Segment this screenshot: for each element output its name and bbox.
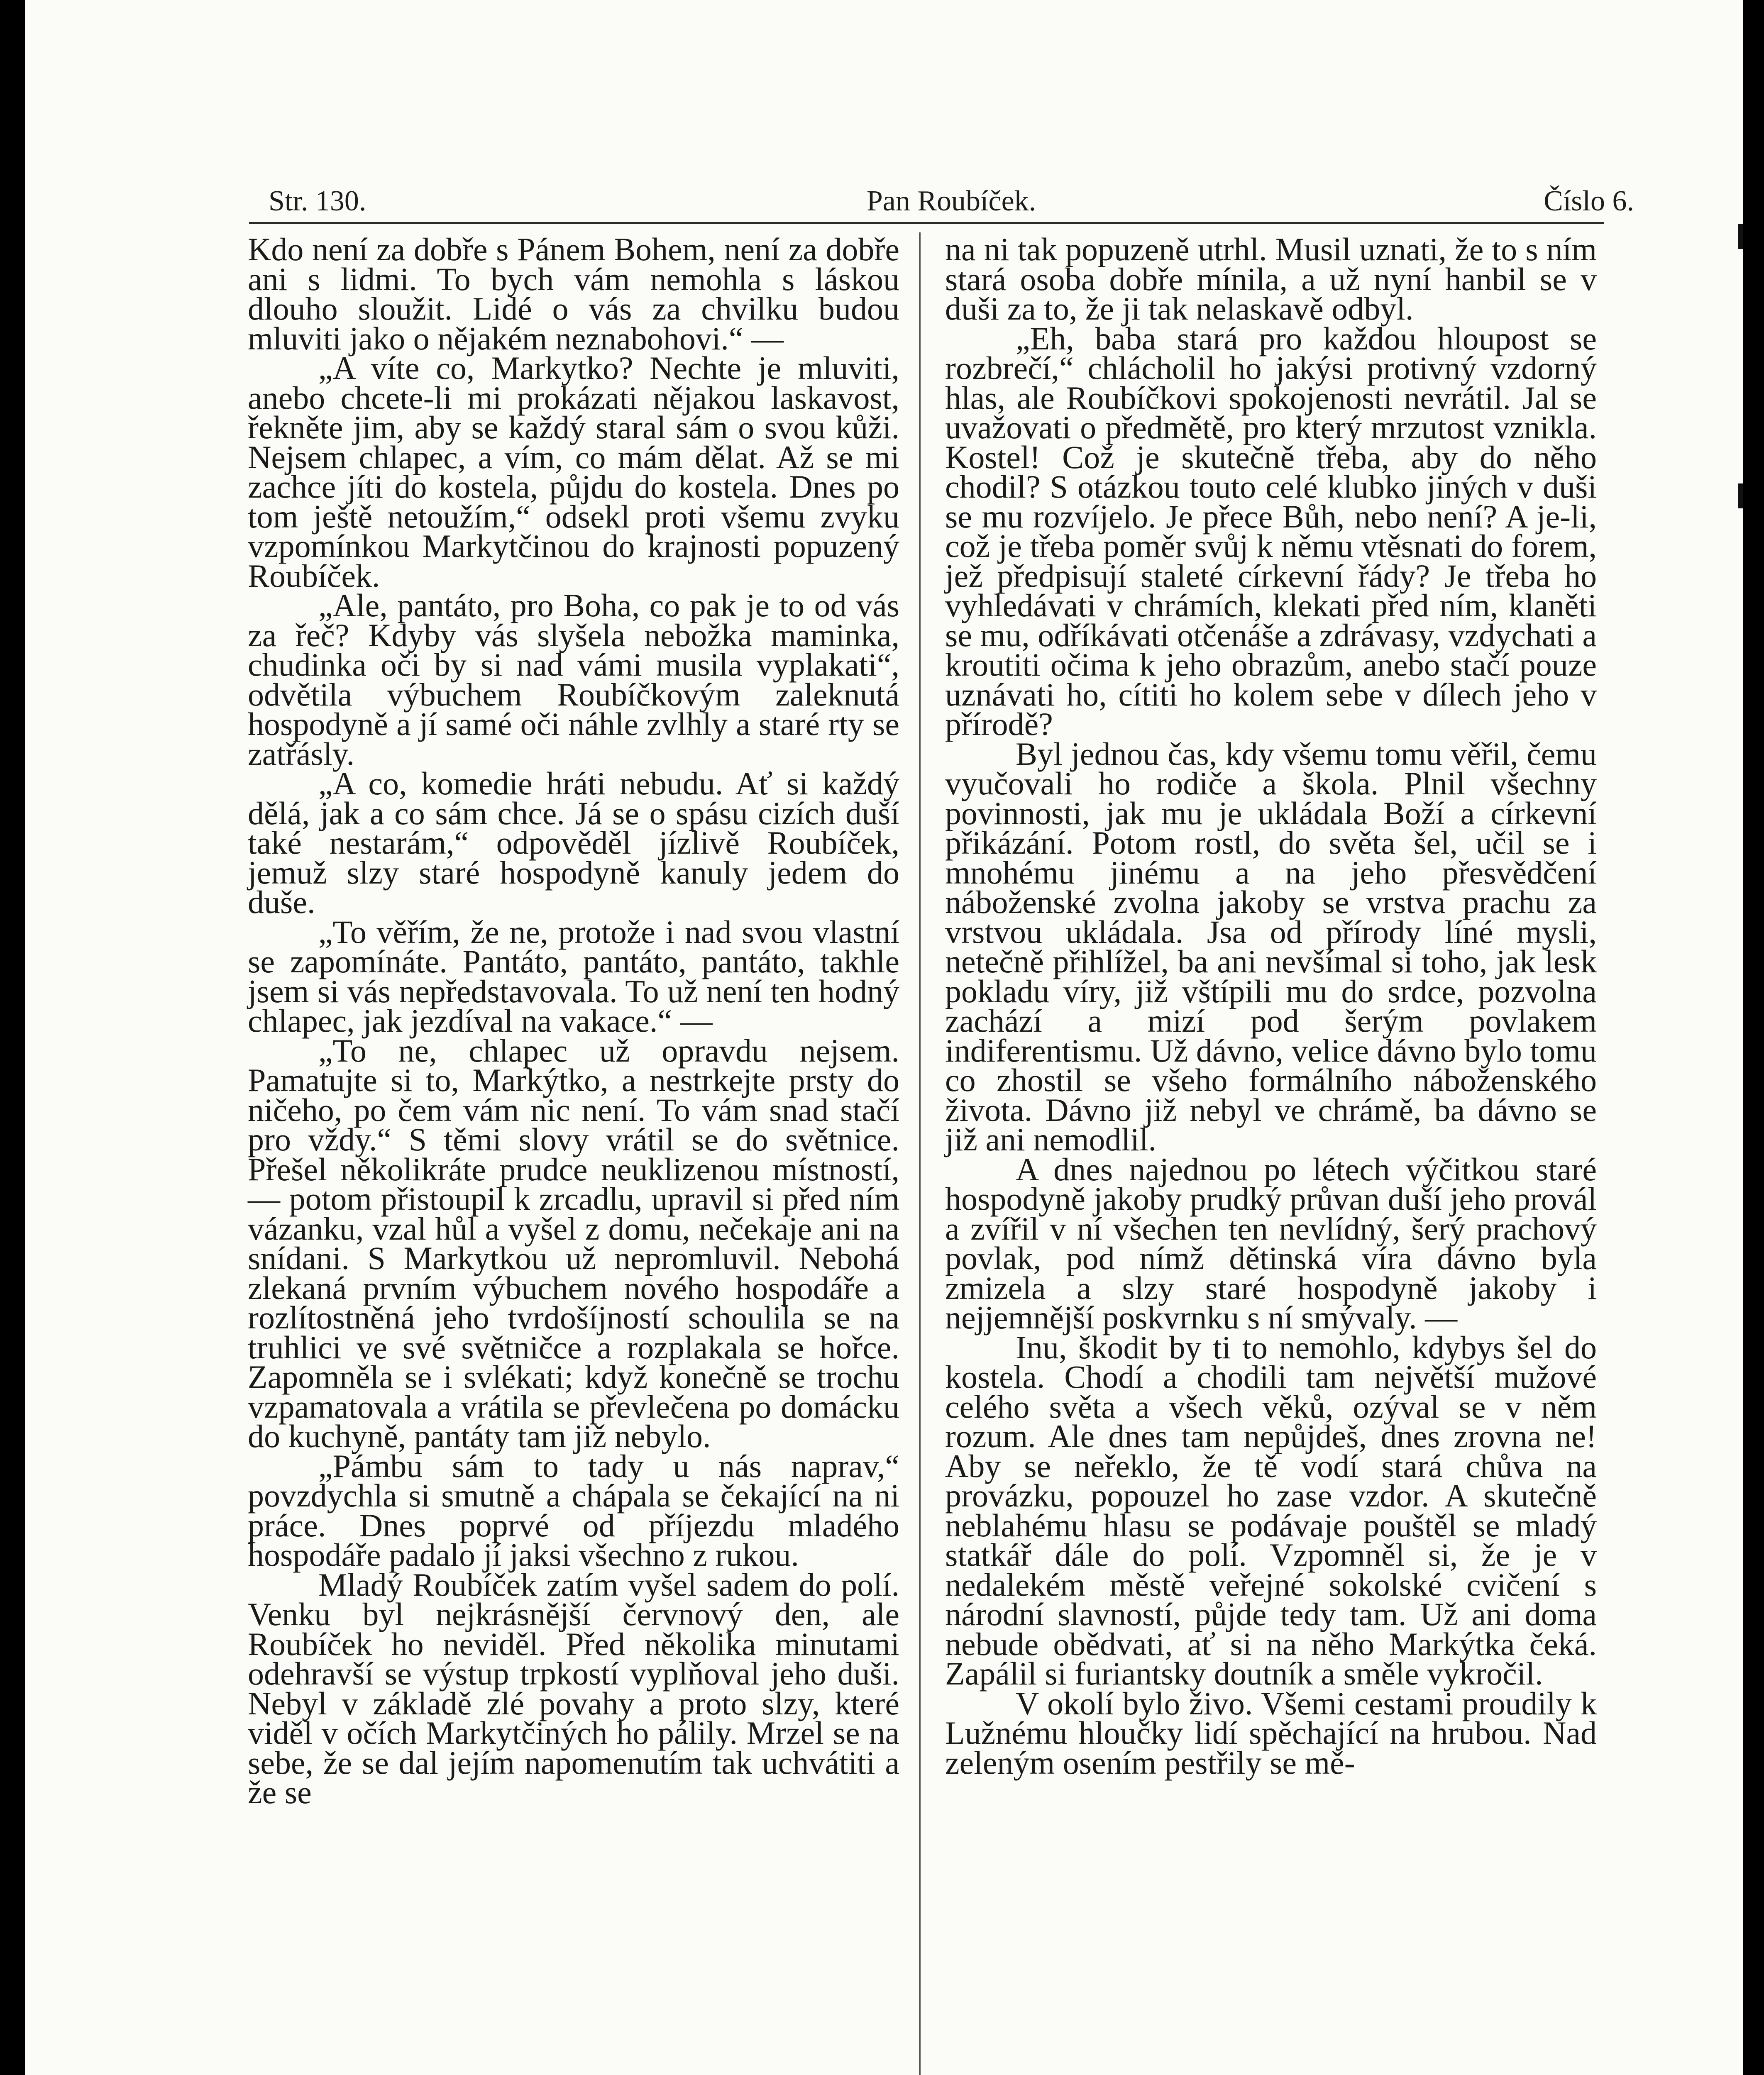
paragraph: Byl jednou čas, kdy všemu tomu věřil, čemu vyučovali ho rodiče a škola. Plnil všechny povinnosti, jak mu je ukládala Boží a církevní přikázání. Potom rostl, do světa šel, učil se i mnohému jinému a na jeho přesvědčení náboženské zvolna jakoby se vrstva prachu za vrstvou ukládala. Jsa od přírody líné mysli, netečně přihlížel, ba ani nevšímal si toho, jak lesk pokladu víry, již vštípili mu do srdce, pozvolna zachází a mizí pod šerým povlakem indiferentismu. Už dávno, velice dávno bylo tomu co zhostil se všeho formálního náboženského života. Dávno již nebyl ve chrámě, ba dávno se již ani nemodlil. bbox=[945, 735, 1597, 1157]
paragraph: „A co, komedie hráti nebudu. Ať si každý dělá, jak a co sám chce. Já se o spásu cizích duší také nestarám,“ odpověděl jízlivě Roubíček, jemuž slzy staré hospodyně kanuly jedem do duše. bbox=[248, 765, 899, 920]
paragraph: A dnes najednou po létech výčitkou staré hospodyně jakoby prudký průvan duší jeho provál a zvířil v ní všechen ten nevlídný, šerý prachový povlak, pod nímž dětinská víra dávno byla zmizela a slzy staré hospodyně jakoby i nejjemnější poskvrnku s ní smývaly. — bbox=[945, 1151, 1597, 1335]
right-column bbox=[945, 231, 1597, 1781]
paragraph: „To ne, chlapec už opravdu nejsem. Pamatujte si to, Markýtko, a nestrkejte prsty do ničeho, po čem vám nic není. To vám snad stačí pro vždy.“ S těmi slovy vrátil se do světnice. Přešel několikráte prudce neuklizenou místností, — potom přistoupil k zrcadlu, upravil si před ním vázanku, vzal hůl a vyšel z domu, nečekaje ani na snídani. S Markytkou už nepromluvil. Nebohá zlekaná prvním výbuchem nového hospodáře a rozlítostněná jeho tvrdošíjností schoulila se na truhlici ve své světničce a rozplakala se hořce. Zapomněla se i svlékati; když konečně se trochu vzpamatovala a vrátila se převlečena po domácku do kuchyně, pantáty tam již nebylo. bbox=[248, 1032, 899, 1454]
left-column bbox=[248, 231, 899, 1810]
paragraph: Kdo není za dobře s Pánem Bohem, není za dobře ani s lidmi. To bych vám nemohla s láskou dlouho sloužit. Lidé o vás za chvilku budou mluviti jako o nějakém neznabohovi.“ — bbox=[248, 231, 899, 356]
paragraph: Mladý Roubíček zatím vyšel sadem do polí. Venku byl nejkrásnější červnový den, ale Roubíček ho neviděl. Před několika minutami odehravší se výstup trpkostí vyplňoval jeho duši. Nebyl v základě zlé povahy a proto slzy, které viděl v očích Markytčiných ho pálily. Mrzel se na sebe, že se dal jejím napomenutím tak uchvátiti a že se bbox=[248, 1566, 899, 1810]
paragraph: „Pámbu sám to tady u nás naprav,“ povzdychla si smutně a chápala se čekající na ni práce. Dnes poprvé od příjezdu mladého hospodáře padalo jí jaksi všechno z rukou. bbox=[248, 1448, 899, 1573]
paragraph: na ni tak popuzeně utrhl. Musil uznati, že to s ním stará osoba dobře mínila, a už nyní hanbil se v duši za to, že ji tak nelaskavě odbyl. bbox=[945, 231, 1597, 327]
scan-mark bbox=[1738, 224, 1743, 249]
page-number: Str. 130. bbox=[269, 185, 366, 217]
paragraph: Inu, škodit by ti to nemohlo, kdybys šel do kostela. Chodí a chodili tam největší mužové celého světa a všech věků, ozýval se v něm rozum. Ale dnes tam nepůjdeš, dnes zrovna ne! Aby se neřeklo, že tě vodí stará chůva na provázku, popouzel ho zase vzdor. A skutečně neblahému hlasu se podávaje pouštěl se mladý statkář dále do polí. Vzpomněl si, že je v nedalekém městě veřejné sokolské cvičení s národní slavností, půjde tedy tam. Už ani doma nebude obědvati, ať si na něho Markýtka čeká. Zapálil si furiantsky doutník a směle vykročil. bbox=[945, 1329, 1597, 1692]
scan-mark bbox=[1738, 483, 1743, 508]
paragraph: „To věřím, že ne, protože i nad svou vlastní se zapomínáte. Pantáto, pantáto, pantáto, takhle jsem si vás nepředstavovala. To už není ten hodný chlapec, jak jezdíval na vakace.“ — bbox=[248, 913, 899, 1039]
running-header bbox=[269, 172, 1634, 222]
running-title: Pan Roubíček. bbox=[866, 185, 1036, 217]
paragraph: V okolí bylo živo. Všemi cestami proudily k Lužnému hloučky lidí spěchající na hrubou. Nad zeleným osením pestřily se mě- bbox=[945, 1685, 1597, 1781]
column-divider bbox=[919, 232, 921, 2075]
paragraph: „Ale, pantáto, pro Boha, co pak je to od vás za řeč? Kdyby vás slyšela nebožka maminka, chudinka oči by si nad vámi musila vyplakati“, odvětila výbuchem Roubíčkovým zaleknutá hospodyně a jí samé oči náhle zvlhly a staré rty se zatřásly. bbox=[248, 587, 899, 772]
header-rule bbox=[249, 222, 1604, 224]
issue-number: Číslo 6. bbox=[1544, 185, 1634, 217]
paragraph: „Eh, baba stará pro každou hloupost se rozbrečí,“ chlácholil ho jakýsi protivný vzdorný hlas, ale Roubíčkovi spokojenosti nevrátil. Jal se uvažovati o předmětě, pro který mrzutost vznikla. Kostel! Což je skutečně třeba, aby do něho chodil? S otázkou touto celé klubko jiných v duši se mu rozvíjelo. Je přece Bůh, nebo není? A je-li, což je třeba poměr svůj k němu vtěsnati do forem, jež předpisují staleté církevní řády? Je třeba ho vyhledávati v chrámích, klekati před ním, klaněti se mu, odříkávati otčenáše a zdrávasy, vzdychati a kroutiti očima k jeho obrazům, anebo stačí pouze uznávati ho, cítiti ho kolem sebe v dílech jeho v přírodě? bbox=[945, 320, 1597, 742]
paragraph: „A víte co, Markytko? Nechte je mluviti, anebo chcete-li mi prokázati nějakou laskavost, řekněte jim, aby se každý staral sám o svou kůži. Nejsem chlapec, a vím, co mám dělat. Až se mi zachce jíti do kostela, půjdu do kostela. Dnes po tom ještě netoužím,“ odsekl proti všemu zvyku vzpomínkou Markytčinou do krajnosti popuzený Roubíček. bbox=[248, 350, 899, 594]
